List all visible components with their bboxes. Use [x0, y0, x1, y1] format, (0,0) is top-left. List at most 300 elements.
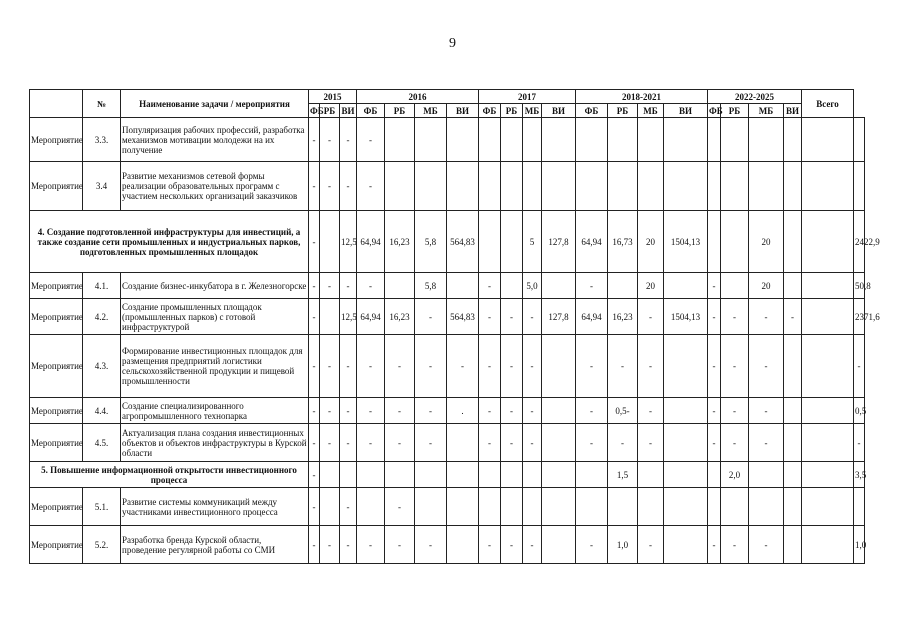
value-cell — [576, 462, 608, 488]
value-cell: 20 — [638, 211, 664, 273]
value-cell — [664, 118, 708, 162]
budget-table — [29, 89, 880, 564]
header-source: РБ — [721, 104, 749, 118]
value-cell — [542, 162, 576, 211]
value-cell — [721, 162, 749, 211]
row-number: 3.3. — [83, 118, 121, 162]
row-number: 4.5. — [83, 424, 121, 462]
value-cell: - — [415, 335, 447, 398]
value-cell: - — [309, 424, 320, 462]
value-cell: - — [340, 398, 357, 424]
header-source: ВИ — [447, 104, 479, 118]
value-cell — [357, 488, 385, 526]
header-source: МБ — [749, 104, 784, 118]
value-cell — [385, 162, 415, 211]
value-cell: - — [576, 273, 608, 299]
value-cell: 5 — [523, 211, 542, 273]
row-type: Мероприятие — [30, 488, 83, 526]
value-cell: - — [309, 211, 320, 273]
value-cell: - — [708, 335, 721, 398]
value-cell: 64,94 — [576, 211, 608, 273]
value-cell — [802, 335, 854, 398]
value-cell — [784, 488, 802, 526]
value-cell — [501, 211, 523, 273]
value-cell — [415, 488, 447, 526]
value-cell — [501, 118, 523, 162]
value-cell — [542, 335, 576, 398]
value-cell: - — [385, 398, 415, 424]
table-row — [30, 398, 865, 424]
header-source: МБ — [415, 104, 447, 118]
value-cell — [664, 526, 708, 564]
value-cell: - — [721, 526, 749, 564]
value-cell — [664, 488, 708, 526]
value-cell — [340, 462, 357, 488]
value-cell: - — [708, 398, 721, 424]
value-cell — [784, 335, 802, 398]
value-cell: - — [479, 335, 501, 398]
value-cell — [749, 118, 784, 162]
value-cell — [708, 488, 721, 526]
value-cell — [721, 211, 749, 273]
header-task: Наименование задачи / мероприятия — [121, 90, 309, 118]
value-cell: - — [608, 335, 638, 398]
row-number: 4.2. — [83, 299, 121, 335]
header-source: ФБ — [709, 105, 723, 116]
value-cell — [721, 488, 749, 526]
value-cell — [708, 118, 721, 162]
value-cell — [784, 118, 802, 162]
header-year-2017: 2017 — [479, 90, 576, 104]
value-cell: - — [721, 335, 749, 398]
value-cell — [802, 488, 854, 526]
value-cell — [749, 462, 784, 488]
row-number: 4.3. — [83, 335, 121, 398]
value-cell: - — [523, 424, 542, 462]
row-task-name: Развитие системы коммуникаций между участниками инвестиционного процесса — [121, 488, 309, 526]
value-cell — [501, 488, 523, 526]
value-cell — [320, 488, 340, 526]
header-year-2018-2021: 2018-2021 — [576, 90, 708, 104]
page-number: 9 — [449, 36, 456, 51]
value-cell: - — [357, 118, 385, 162]
value-cell — [523, 462, 542, 488]
value-cell — [638, 118, 664, 162]
row-task-name: Популяризация рабочих профессий, разработка механизмов мотивации молодежи на их получение — [121, 118, 309, 162]
table-row — [30, 526, 865, 564]
row-task-name: Создание бизнес-инкубатора в г. Железногорске — [121, 273, 309, 299]
value-cell — [501, 273, 523, 299]
value-cell — [415, 162, 447, 211]
value-cell: - — [309, 273, 320, 299]
value-cell — [749, 162, 784, 211]
value-cell: - — [523, 526, 542, 564]
value-cell: - — [415, 299, 447, 335]
value-cell: - — [638, 424, 664, 462]
value-cell: - — [479, 526, 501, 564]
value-cell: - — [309, 462, 320, 488]
value-cell — [784, 462, 802, 488]
value-cell — [542, 398, 576, 424]
row-type: Мероприятие — [30, 398, 83, 424]
value-cell: 0,5- — [608, 398, 638, 424]
value-cell — [784, 424, 802, 462]
value-cell — [708, 162, 721, 211]
value-cell: - — [309, 162, 320, 211]
value-cell — [357, 462, 385, 488]
value-cell: - — [749, 526, 784, 564]
value-cell — [501, 462, 523, 488]
value-cell — [542, 424, 576, 462]
value-cell: - — [501, 526, 523, 564]
section-title: 4. Создание подготовленной инфраструктуры для инвестиций, а также создание сети промышленных и индустриальных парков, подготовленных промышленных площадок — [30, 211, 309, 273]
value-cell: - — [721, 299, 749, 335]
value-cell: - — [749, 424, 784, 462]
value-cell: - — [749, 398, 784, 424]
value-cell: - — [340, 162, 357, 211]
value-cell: 20 — [749, 273, 784, 299]
value-cell: . — [447, 398, 479, 424]
table-body — [30, 118, 880, 564]
value-cell — [608, 118, 638, 162]
value-cell: - — [385, 424, 415, 462]
row-type: Мероприятие — [30, 273, 83, 299]
value-cell — [320, 462, 340, 488]
value-cell: - — [576, 424, 608, 462]
value-cell: - — [523, 398, 542, 424]
value-cell — [415, 462, 447, 488]
value-cell: - — [385, 488, 415, 526]
value-cell — [802, 118, 854, 162]
row-number: 4.4. — [83, 398, 121, 424]
value-cell — [479, 488, 501, 526]
row-task-name: Формирование инвестиционных площадок для размещения предприятий логистики сельскохозяйственной продукции и пищевой промышленности — [121, 335, 309, 398]
value-cell: - — [385, 526, 415, 564]
total-cell: - — [854, 424, 865, 462]
value-cell: - — [415, 526, 447, 564]
value-cell: - — [320, 335, 340, 398]
value-cell — [542, 118, 576, 162]
value-cell — [479, 162, 501, 211]
header-year-2016: 2016 — [357, 90, 479, 104]
header-source: ФБ — [479, 104, 501, 118]
value-cell: - — [357, 398, 385, 424]
value-cell: - — [638, 299, 664, 335]
row-type: Мероприятие — [30, 526, 83, 564]
row-task-name: Создание промышленных площадок (промышленных парков) с готовой инфраструктурой — [121, 299, 309, 335]
value-cell — [501, 162, 523, 211]
value-cell — [608, 273, 638, 299]
value-cell: - — [385, 335, 415, 398]
value-cell — [802, 211, 854, 273]
value-cell: 16,23 — [385, 211, 415, 273]
total-cell: 3,5 — [854, 462, 865, 488]
value-cell: - — [447, 335, 479, 398]
value-cell — [576, 488, 608, 526]
total-cell — [854, 162, 865, 211]
value-cell — [721, 273, 749, 299]
row-task-name: Развитие механизмов сетевой формы реализации образовательных программ с участием нескольких организаций заказчиков — [121, 162, 309, 211]
value-cell — [664, 424, 708, 462]
header-year-2015: 2015 — [309, 90, 357, 104]
value-cell: 1,0 — [608, 526, 638, 564]
row-type: Мероприятие — [30, 162, 83, 211]
value-cell: - — [638, 398, 664, 424]
value-cell: - — [415, 424, 447, 462]
value-cell: - — [721, 424, 749, 462]
value-cell: - — [501, 398, 523, 424]
value-cell: - — [357, 162, 385, 211]
value-cell — [784, 211, 802, 273]
row-task-name: Создание специализированного агропромышленного технопарка — [121, 398, 309, 424]
header-source: ВИ — [542, 104, 576, 118]
value-cell — [479, 211, 501, 273]
value-cell — [664, 335, 708, 398]
value-cell: - — [784, 299, 802, 335]
value-cell: - — [309, 398, 320, 424]
value-cell: 12,5 — [340, 299, 357, 335]
value-cell — [664, 162, 708, 211]
value-cell: - — [708, 424, 721, 462]
row-task-name: Разработка бренда Курской области, проведение регулярной работы со СМИ — [121, 526, 309, 564]
value-cell: 1504,13 — [664, 211, 708, 273]
value-cell: 5,8 — [415, 211, 447, 273]
value-cell: 20 — [749, 211, 784, 273]
header-source: ФБ — [310, 105, 324, 116]
value-cell — [447, 424, 479, 462]
value-cell: - — [608, 424, 638, 462]
value-cell: - — [357, 273, 385, 299]
table-row — [30, 335, 865, 398]
value-cell — [802, 398, 854, 424]
header-source: ВИ — [784, 104, 802, 118]
table-row — [30, 488, 865, 526]
value-cell: 1504,13 — [664, 299, 708, 335]
value-cell — [802, 462, 854, 488]
value-cell: - — [523, 299, 542, 335]
value-cell: - — [320, 162, 340, 211]
value-cell: 16,73 — [608, 211, 638, 273]
table-row — [30, 118, 865, 162]
value-cell: - — [479, 398, 501, 424]
value-cell — [320, 299, 340, 335]
value-cell: - — [721, 398, 749, 424]
value-cell — [802, 424, 854, 462]
value-cell: - — [320, 118, 340, 162]
row-number: 3.4 — [83, 162, 121, 211]
value-cell: 20 — [638, 273, 664, 299]
total-cell: - — [854, 335, 865, 398]
value-cell: - — [320, 273, 340, 299]
value-cell: - — [357, 335, 385, 398]
value-cell: - — [309, 118, 320, 162]
table-row — [30, 299, 865, 335]
row-task-name: Актуализация плана создания инвестиционных объектов и объектов инфраструктуры в Курской области — [121, 424, 309, 462]
header-source: МБ — [638, 104, 664, 118]
value-cell: - — [415, 398, 447, 424]
value-cell: - — [708, 526, 721, 564]
value-cell: 127,8 — [542, 299, 576, 335]
value-cell — [479, 462, 501, 488]
header-source: ФБ — [357, 104, 385, 118]
value-cell — [320, 211, 340, 273]
value-cell — [802, 299, 854, 335]
value-cell: - — [320, 398, 340, 424]
value-cell — [576, 162, 608, 211]
header-source: МБ — [523, 104, 542, 118]
row-type: Мероприятие — [30, 424, 83, 462]
value-cell: 2,0 — [721, 462, 749, 488]
value-cell — [638, 162, 664, 211]
value-cell: - — [357, 526, 385, 564]
value-cell — [479, 118, 501, 162]
value-cell — [708, 211, 721, 273]
row-type: Мероприятие — [30, 299, 83, 335]
value-cell — [784, 273, 802, 299]
header-source: ВИ — [664, 104, 708, 118]
value-cell — [784, 526, 802, 564]
value-cell: 16,23 — [608, 299, 638, 335]
table-row — [30, 273, 865, 299]
value-cell — [608, 162, 638, 211]
value-cell — [447, 118, 479, 162]
value-cell: 1,5 — [608, 462, 638, 488]
value-cell: - — [309, 488, 320, 526]
value-cell: - — [749, 299, 784, 335]
value-cell: - — [708, 299, 721, 335]
header-total: Всего — [802, 90, 854, 118]
row-number: 5.2. — [83, 526, 121, 564]
total-cell: 2422,9 — [854, 211, 865, 273]
total-cell: 1,0 — [854, 526, 865, 564]
value-cell — [608, 488, 638, 526]
value-cell: - — [340, 118, 357, 162]
total-cell: 2371,6 — [854, 299, 865, 335]
row-type: Мероприятие — [30, 335, 83, 398]
value-cell — [802, 526, 854, 564]
value-cell — [784, 162, 802, 211]
value-cell: 127,8 — [542, 211, 576, 273]
value-cell — [721, 118, 749, 162]
value-cell: - — [340, 488, 357, 526]
section-row — [30, 211, 865, 273]
header-source: РБ — [320, 104, 340, 118]
value-cell: 64,94 — [576, 299, 608, 335]
value-cell: - — [501, 424, 523, 462]
value-cell — [415, 118, 447, 162]
value-cell: - — [357, 424, 385, 462]
value-cell — [523, 118, 542, 162]
total-cell — [854, 118, 865, 162]
row-number: 5.1. — [83, 488, 121, 526]
value-cell — [385, 118, 415, 162]
value-cell — [664, 273, 708, 299]
value-cell — [708, 462, 721, 488]
value-cell: 564,83 — [447, 211, 479, 273]
value-cell — [542, 526, 576, 564]
value-cell: 16,23 — [385, 299, 415, 335]
value-cell: - — [309, 335, 320, 398]
value-cell: 5,8 — [415, 273, 447, 299]
value-cell: 64,94 — [357, 299, 385, 335]
value-cell — [638, 488, 664, 526]
value-cell — [664, 398, 708, 424]
value-cell — [447, 462, 479, 488]
value-cell: - — [479, 424, 501, 462]
value-cell — [385, 273, 415, 299]
value-cell: - — [340, 273, 357, 299]
value-cell: - — [523, 335, 542, 398]
value-cell: - — [320, 424, 340, 462]
value-cell: - — [638, 526, 664, 564]
value-cell: - — [309, 526, 320, 564]
value-cell: 12,5 — [340, 211, 357, 273]
value-cell — [447, 162, 479, 211]
header-number: № — [83, 90, 121, 118]
value-cell: - — [320, 526, 340, 564]
value-cell: - — [340, 424, 357, 462]
value-cell — [447, 526, 479, 564]
value-cell — [385, 462, 415, 488]
value-cell: 5,0 — [523, 273, 542, 299]
value-cell — [542, 488, 576, 526]
value-cell: - — [576, 398, 608, 424]
value-cell — [802, 162, 854, 211]
value-cell — [523, 162, 542, 211]
value-cell: - — [501, 299, 523, 335]
header-source: РБ — [501, 104, 523, 118]
value-cell — [638, 462, 664, 488]
value-cell — [802, 273, 854, 299]
value-cell — [784, 398, 802, 424]
value-cell: - — [340, 526, 357, 564]
value-cell: - — [340, 335, 357, 398]
value-cell: - — [479, 299, 501, 335]
header-source: РБ — [608, 104, 638, 118]
value-cell — [542, 273, 576, 299]
value-cell — [447, 488, 479, 526]
total-cell: 50,8 — [854, 273, 865, 299]
value-cell — [542, 462, 576, 488]
header-type — [30, 90, 83, 118]
value-cell: - — [309, 299, 320, 335]
row-number: 4.1. — [83, 273, 121, 299]
header-source: ФБ — [576, 104, 608, 118]
value-cell: - — [749, 335, 784, 398]
header-source: ВИ — [341, 105, 355, 116]
value-cell — [447, 273, 479, 299]
table-row — [30, 162, 865, 211]
value-cell: - — [708, 273, 721, 299]
header-year-2022-2025: 2022-2025 — [708, 90, 802, 104]
header-source: РБ — [385, 104, 415, 118]
value-cell: 564,83 — [447, 299, 479, 335]
value-cell: - — [501, 335, 523, 398]
value-cell: - — [479, 273, 501, 299]
total-cell — [854, 488, 865, 526]
total-cell: 0,5 — [854, 398, 865, 424]
row-type: Мероприятие — [30, 118, 83, 162]
table-row — [30, 424, 865, 462]
value-cell — [749, 488, 784, 526]
value-cell: - — [638, 335, 664, 398]
section-row — [30, 462, 865, 488]
value-cell: - — [576, 335, 608, 398]
section-title: 5. Повышение информационной открытости инвестиционного процесса — [30, 462, 309, 488]
value-cell: - — [576, 526, 608, 564]
value-cell — [664, 462, 708, 488]
value-cell — [576, 118, 608, 162]
